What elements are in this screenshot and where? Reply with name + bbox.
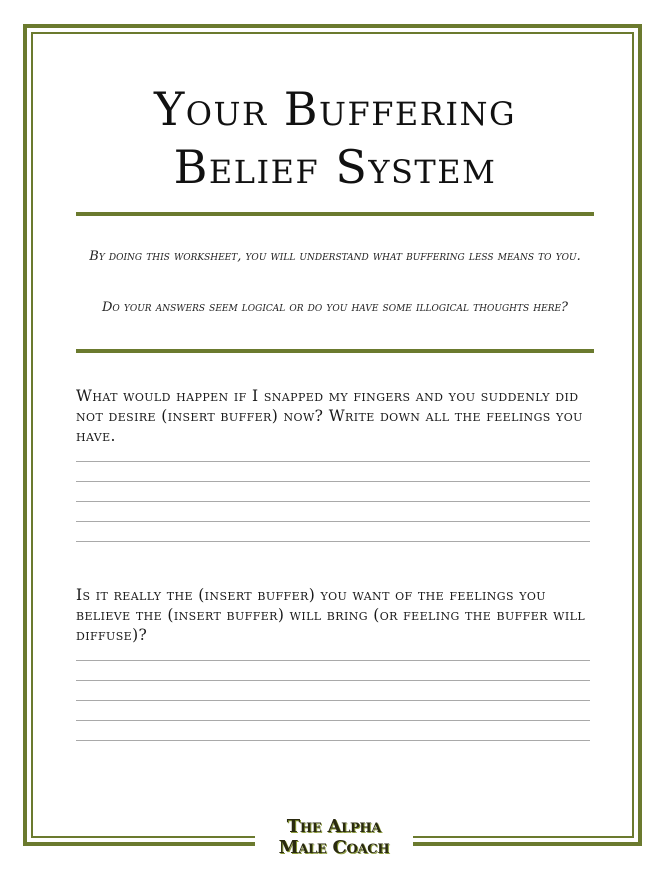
worksheet-title xyxy=(76,80,594,196)
divider-top xyxy=(76,212,594,216)
question-2: Is it really the (insert buffer) you want of the feelings you believe the (insert buffer) will bring (or feeling the buffer will diffuse)? xyxy=(76,586,586,644)
divider-bottom xyxy=(76,349,594,353)
answer-line[interactable] xyxy=(76,442,590,462)
answer-line[interactable] xyxy=(76,482,590,502)
brand-logo xyxy=(255,816,413,858)
answer-lines-1[interactable] xyxy=(76,442,590,542)
logo-line-2: Male Coach xyxy=(278,837,390,858)
answer-line[interactable] xyxy=(76,661,590,681)
intro-text-2: Do your answers seem logical or do you have some illogical thoughts here? xyxy=(101,300,569,315)
answer-line[interactable] xyxy=(76,721,590,741)
question-1: What would happen if I snapped my fingers and you suddenly did not desire (insert buffer) now? Write down all the feelings you have. xyxy=(76,387,583,445)
answer-line[interactable] xyxy=(76,462,590,482)
logo-line-1: The Alpha xyxy=(286,816,382,837)
answer-lines-2[interactable] xyxy=(76,641,590,741)
answer-line[interactable] xyxy=(76,701,590,721)
answer-line[interactable] xyxy=(76,681,590,701)
answer-line[interactable] xyxy=(76,522,590,542)
title-line-1: Your Buffering xyxy=(153,82,517,136)
answer-line[interactable] xyxy=(76,641,590,661)
title-line-2: Belief System xyxy=(173,140,497,194)
answer-line[interactable] xyxy=(76,502,590,522)
intro-text-1: By doing this worksheet, you will understand what buffering less means to you. xyxy=(89,249,581,264)
